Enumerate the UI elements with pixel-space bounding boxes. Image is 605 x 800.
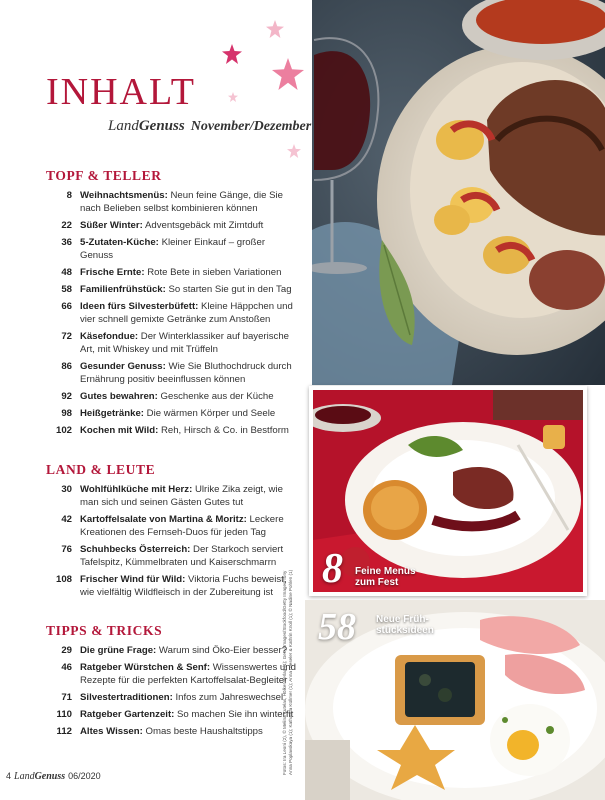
entry-heading: Kartoffelsalate von Martina & Moritz: <box>80 514 247 525</box>
footer-logo: LandGenuss <box>14 771 66 782</box>
entry-heading: Frische Ernte: <box>80 267 145 278</box>
page-number: 46 <box>61 662 72 673</box>
toc-entry[interactable] <box>46 424 296 437</box>
entry-heading: Weihnachtsmenüs: <box>80 190 168 201</box>
page-number: 42 <box>61 514 72 525</box>
entry-text: Omas beste Haushaltstipps <box>145 726 263 737</box>
star-icon <box>222 44 242 64</box>
toc-entry[interactable] <box>46 283 296 296</box>
star-icon <box>287 144 301 158</box>
entry-heading: Ideen fürs Silvesterbüfett: <box>80 301 199 312</box>
toc-entry[interactable] <box>46 708 296 721</box>
star-icon <box>228 92 238 102</box>
entry-text: Reh, Hirsch & Co. in Bestform <box>160 425 289 436</box>
magazine-logo: LandGenuss <box>108 118 185 134</box>
toc-entry[interactable] <box>46 189 296 215</box>
entry-text: Adventsgebäck mit Zimtduft <box>144 220 264 231</box>
entry-heading: Altes Wissen: <box>80 726 143 737</box>
entry-text: Warum sind Öko-Eier besser? <box>158 645 288 656</box>
footer-issue: 06/2020 <box>68 771 101 781</box>
toc-entry[interactable] <box>46 219 296 232</box>
entry-heading: 5-Zutaten-Küche: <box>80 237 159 248</box>
breakfast-count: 58 <box>318 606 356 648</box>
roast-platter-photo <box>312 0 605 385</box>
page-number: 108 <box>55 574 72 585</box>
entry-heading: Die grüne Frage: <box>80 645 157 656</box>
page-number: 8 <box>66 190 72 201</box>
toc-entry[interactable] <box>46 300 296 326</box>
section-tipps-tricks <box>46 623 296 742</box>
section-title: TOPF & TELLER <box>46 168 162 183</box>
toc-entry[interactable] <box>46 330 296 356</box>
star-icon <box>272 58 304 90</box>
entry-text: Geschenke aus der Küche <box>160 391 274 402</box>
page-number: 92 <box>61 391 72 402</box>
section-land-leute <box>46 462 296 603</box>
entry-text: Infos zum Jahreswechsel <box>175 692 284 703</box>
entry-text: Kleiner Einkauf – großer Genuss <box>80 237 266 261</box>
entry-heading: Schuhbecks Österreich: <box>80 544 191 555</box>
page-number: 29 <box>61 645 72 656</box>
page-number: 86 <box>61 361 72 372</box>
page-number: 66 <box>61 301 72 312</box>
toc-entry[interactable] <box>46 407 296 420</box>
page-footer <box>6 771 101 782</box>
entry-heading: Frischer Wind für Wild: <box>80 574 186 585</box>
footer-page-number: 4 <box>6 771 12 781</box>
entry-heading: Heißgetränke: <box>80 408 144 419</box>
page-number: 98 <box>61 408 72 419</box>
entry-heading: Silvestertraditionen: <box>80 692 173 703</box>
toc-entry[interactable] <box>46 390 296 403</box>
page-number: 102 <box>55 425 72 436</box>
section-title: LAND & LEUTE <box>46 462 156 477</box>
toc-entry[interactable] <box>46 236 296 262</box>
toc-entry[interactable] <box>46 725 296 738</box>
entry-heading: Kochen mit Wild: <box>80 425 159 436</box>
toc-entry[interactable] <box>46 513 296 539</box>
toc-entry[interactable] <box>46 266 296 279</box>
issue-label: November/Dezember <box>190 119 312 134</box>
entry-heading: Gesunder Genuss: <box>80 361 166 372</box>
entry-heading: Gutes bewahren: <box>80 391 158 402</box>
page-number: 110 <box>56 709 72 720</box>
toc-entry[interactable] <box>46 543 296 569</box>
page-title: INHALT <box>46 71 196 113</box>
entry-text: Kleine Häppchen und vier schnell gemixte Getränke zum Anstoßen <box>80 301 293 325</box>
entry-heading: Käsefondue: <box>80 331 139 342</box>
page-number: 22 <box>61 220 72 231</box>
entry-text: Viktoria Fuchs beweist, wie vielfältig Wildfleisch in der Zubereitung ist <box>80 574 287 598</box>
breakfast-label: Neue Früh- stücksideen <box>376 614 434 636</box>
entry-text: Die wärmen Körper und Seele <box>146 408 276 419</box>
section-title: TIPPS & TRICKS <box>46 623 163 638</box>
entry-text: Neun feine Gänge, die Sie nach Belieben selbst kombinieren können <box>80 190 284 214</box>
entry-heading: Ratgeber Gartenzeit: <box>80 709 175 720</box>
entry-text: So machen Sie ihn winterfit <box>177 709 294 720</box>
entry-text: Rote Bete in sieben Variationen <box>147 267 282 278</box>
page-number: 30 <box>61 484 72 495</box>
star-icon <box>266 20 284 38</box>
toc-entry[interactable] <box>46 483 296 509</box>
toc-entry[interactable] <box>46 691 296 704</box>
entry-text: Ulrike Zika zeigt, wie man sich und seinen Gästen Gutes tut <box>80 484 283 508</box>
menus-label: Feine Menüs zum Fest <box>355 566 416 588</box>
toc-entry[interactable] <box>46 644 296 657</box>
page-number: 72 <box>61 331 72 342</box>
page-number: 58 <box>61 284 72 295</box>
magazine-line <box>108 118 311 135</box>
page-number: 71 <box>61 692 72 703</box>
section-topf-teller <box>46 168 296 441</box>
photo-credits: Fotos: Ira Leoni (2), © Melina Kutelas, Hölker Verlag (1); Getty Images/Stockfood/Getty Images/Tony Anna Poplavskaya (1); Katharina Küllmer (1); Anna Gieseler & Kathrin Knoll (1); © Nadine Pohlen (1) <box>282 569 293 775</box>
menus-count: 8 <box>322 546 343 592</box>
page-number: 112 <box>56 726 72 737</box>
festive-menu-photo <box>309 386 587 596</box>
entry-heading: Ratgeber Würstchen & Senf: <box>80 662 211 673</box>
entry-text: Leckere Kreationen des Fernseh-Duos für jeden Tag <box>80 514 284 538</box>
entry-text: Der Starkoch serviert Tafelspitz, Kümmelbraten und Kaiserschmarrn <box>80 544 284 568</box>
entry-heading: Süßer Winter: <box>80 220 143 231</box>
page-number: 48 <box>61 267 72 278</box>
page-number: 36 <box>61 237 72 248</box>
toc-entry[interactable] <box>46 573 296 599</box>
entry-heading: Familienfrühstück: <box>80 284 166 295</box>
page-number: 76 <box>61 544 72 555</box>
entry-text: So starten Sie gut in den Tag <box>168 284 292 295</box>
entry-heading: Wohlfühlküche mit Herz: <box>80 484 193 495</box>
toc-entry[interactable] <box>46 360 296 386</box>
entry-text: Wissenswertes und Rezepte für die perfekten Kartoffelsalat-Begleiter <box>80 662 296 686</box>
entry-text: Wie Sie Bluthochdruck durch Ernährung positiv beeinflussen können <box>80 361 292 385</box>
toc-entry[interactable] <box>46 661 296 687</box>
entry-text: Der Winterklassiker auf bayerische Art, mit Whiskey und mit Trüffeln <box>80 331 290 355</box>
